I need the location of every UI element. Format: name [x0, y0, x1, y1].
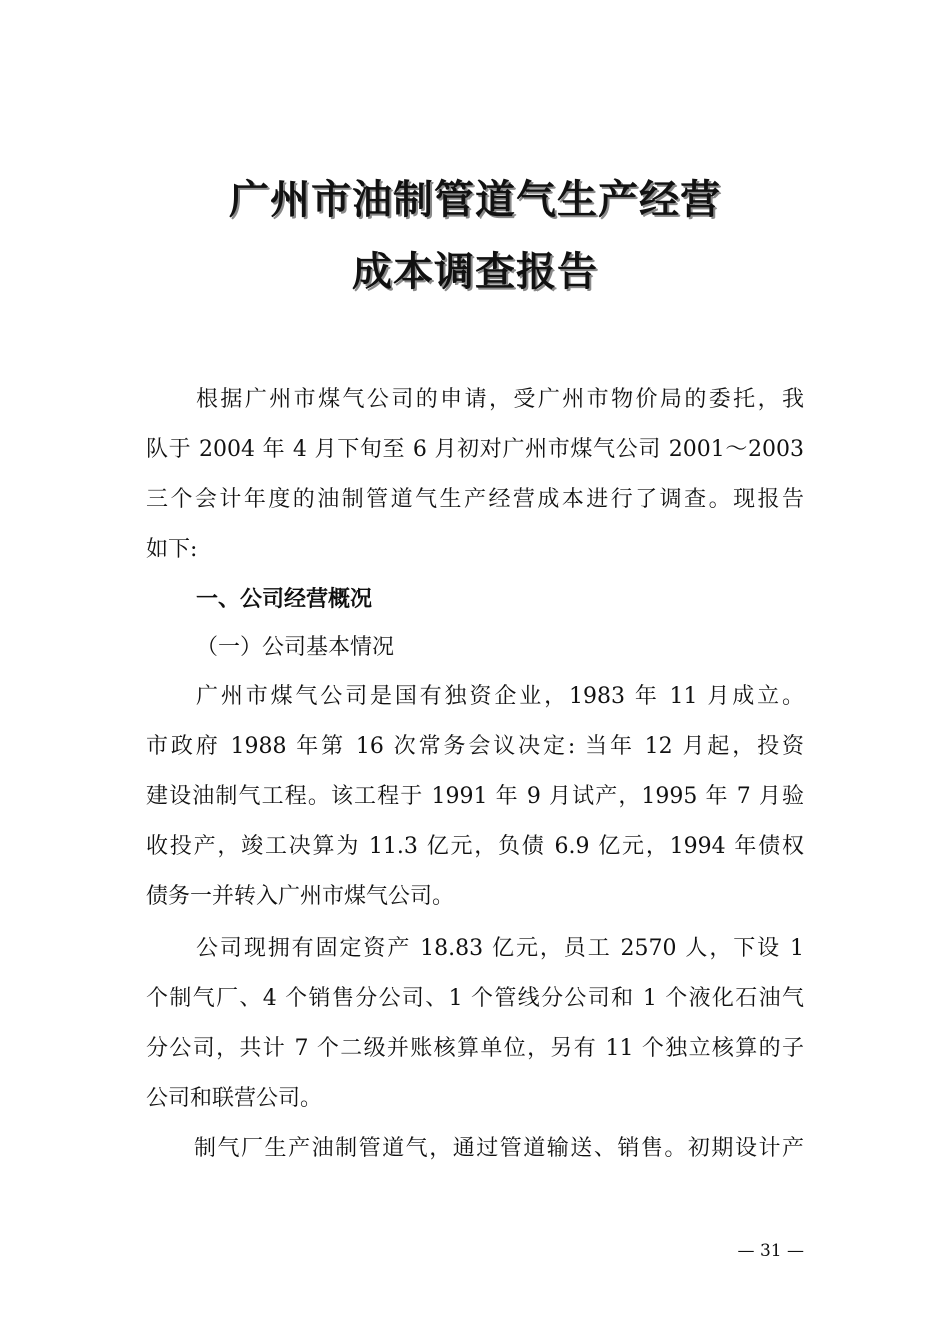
subsection-heading: （一）公司基本情况 [196, 635, 395, 660]
para1-line-4: 收投产，竣工决算为 11.3 亿元，负债 6.9 亿元，1994 年债权 [146, 834, 804, 859]
para3-line-1: 制气厂生产油制管道气，通过管道输送、销售。初期设计产 [194, 1136, 804, 1161]
intro-line-1: 根据广州市煤气公司的申请，受广州市物价局的委托，我 [196, 387, 804, 412]
para2-line-4: 公司和联营公司。 [146, 1086, 323, 1111]
para1-line-2: 市政府 1988 年第 16 次常务会议决定: 当年 12 月起，投资 [146, 734, 804, 759]
para1-line-1: 广州市煤气公司是国有独资企业，1983 年 11 月成立。 [196, 684, 804, 709]
para2-line-1: 公司现拥有固定资产 18.83 亿元，员工 2570 人，下设 1 [196, 936, 804, 961]
intro-line-2: 队于 2004 年 4 月下旬至 6 月初对广州市煤气公司 2001～2003 [146, 437, 804, 462]
title-line-2: 成本调查报告 [352, 248, 598, 295]
page-number: — 31 — [737, 1241, 804, 1261]
title-line-1: 广州市油制管道气生产经营 [229, 176, 721, 223]
intro-line-3: 三个会计年度的油制管道气生产经营成本进行了调查。现报告 [146, 487, 804, 512]
para2-line-3: 分公司，共计 7 个二级并账核算单位，另有 11 个独立核算的子 [146, 1036, 804, 1061]
para1-line-3: 建设油制气工程。该工程于 1991 年 9 月试产，1995 年 7 月验 [146, 784, 804, 809]
para1-line-5: 债务一并转入广州市煤气公司。 [146, 884, 455, 909]
section-heading: 一、公司经营概况 [196, 587, 373, 612]
para2-line-2: 个制气厂、4 个销售分公司、1 个管线分公司和 1 个液化石油气 [146, 986, 804, 1011]
intro-line-4: 如下: [146, 537, 198, 562]
